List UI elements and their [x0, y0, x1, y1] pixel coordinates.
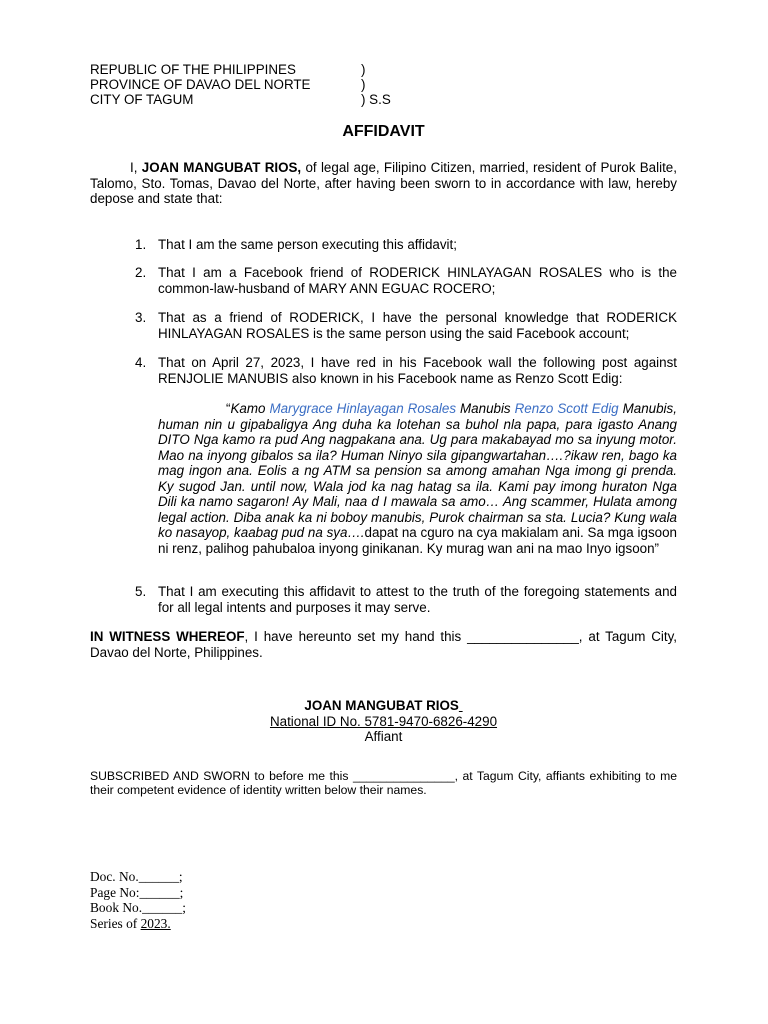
item-number: 2.: [135, 265, 147, 280]
item-text: That I am the same person executing this affidavit;: [158, 236, 457, 252]
venue-line: PROVINCE OF DAVAO DEL NORTE: [90, 77, 311, 92]
venue-bracket: ) S.S: [361, 92, 391, 107]
quote-text-plain: dapat na cguro na cya makialam ani. Sa mga igsoon ni renz, palihog pahubaloa inyong ginikanan. Ky murag wan ani na mao Inyo igsoon”: [158, 525, 677, 556]
affiant-name: JOAN MANGUBAT RIOS,: [141, 160, 302, 175]
series-line: [90, 916, 186, 932]
venue-line: REPUBLIC OF THE PHILIPPINES: [90, 62, 296, 77]
list-item: [90, 237, 677, 253]
series-label: Series of: [90, 915, 138, 931]
item-number: 5.: [135, 584, 147, 599]
jurat-paragraph: SUBSCRIBED AND SWORN to before me this _______________, at Tagum City, affiants exhibiting to me their competent evidence of identity written below their names.: [90, 768, 677, 797]
quote-text: Manubis, human nin u gipabaligya Ang duha ka lotehan sa buhol nla papa, para igasto Anang DITO Nga kamo ra pud Ang nagpakana ana. Ug para makabayad mo sa inyung motor. Mao na inyong gibalos sa ila? Human Ninyo sila gipangwartahan….?ikaw ren, bago ka mag ingon ana. Eolis a ng ATM sa pension sa among amahan Nga imong gi prenda. Ky sugod Jan. until now, Wala jod ka nag hatag sa ila. Kami pay imong huraton Nga Dili ka namo sagaron! Ay Mali, naa d I mawala sa amo… Ang scammer, Hulata among legal action. Diba anak ka ni boboy manubis, Purok chairman sa sta. Lucia? Kung wala ko nasayop, kaabag pud na sya….: [158, 401, 677, 540]
series-year: 2023.: [140, 915, 171, 931]
item-number: 1.: [135, 236, 147, 252]
signatory-role: Affiant: [364, 729, 403, 744]
item-text: That as a friend of RODERICK, I have the personal knowledge that RODERICK HINLAYAGAN ROSALES is the same person using the said Facebook account;: [158, 310, 677, 341]
list-item: [90, 355, 677, 386]
item-text: That on April 27, 2023, I have red in his Facebook wall the following post against RENJOLIE MANUBIS also known in his Facebook name as Renzo Scott Edig:: [158, 355, 677, 386]
affidavit-document: [90, 62, 677, 797]
venue-bracket: ): [361, 62, 366, 77]
statement-list: [90, 237, 677, 387]
witness-text: , I have hereunto set my hand this _______________, at Tagum City, Davao del Norte, Philippines.: [90, 629, 677, 660]
quote-text: Kamo: [230, 401, 266, 416]
list-item: [90, 265, 677, 296]
signatory-name-text: JOAN MANGUBAT RIOS: [304, 698, 459, 713]
witness-heading: IN WITNESS WHEREOF: [90, 629, 245, 644]
quoted-post: [158, 401, 677, 556]
doc-number: Doc. No.______;: [90, 869, 183, 884]
document-title: AFFIDAVIT: [342, 123, 425, 140]
page-number: Page No:______;: [90, 884, 184, 900]
venue-block: [90, 62, 677, 108]
item-text: That I am executing this affidavit to attest to the truth of the foregoing statements and for all legal intents and purposes it may serve.: [158, 584, 677, 615]
quote-text: Manubis: [460, 401, 511, 416]
list-item: [90, 584, 677, 615]
intro-pre: I,: [130, 160, 138, 175]
venue-bracket: ): [361, 77, 366, 92]
item-number: 3.: [135, 310, 147, 325]
tagged-name-1: Marygrace Hinlayagan Rosales: [269, 401, 457, 416]
quote-open: “: [226, 401, 231, 416]
intro-paragraph: [90, 160, 677, 207]
list-item: [90, 310, 677, 341]
signature-block: [90, 698, 677, 745]
signature-line: [459, 698, 463, 713]
tagged-name-2: Renzo Scott Edig: [514, 401, 619, 416]
item-number: 4.: [135, 355, 147, 370]
signatory-name: [90, 698, 677, 714]
venue-line: CITY OF TAGUM: [90, 92, 194, 107]
intro-text: of legal age, Filipino Citizen, married, resident of Purok Balite, Talomo, Sto. Tomas, Davao del Norte, after having been sworn to in accordance with law, hereby depose and state that:: [90, 160, 677, 206]
national-id: National ID No. 5781-9470-6826-4290: [269, 713, 498, 729]
book-number: Book No.______;: [90, 900, 186, 915]
witness-paragraph: [90, 629, 677, 660]
notarial-register: [90, 869, 186, 931]
item-text: That I am a Facebook friend of RODERICK HINLAYAGAN ROSALES who is the common-law-husband of MARY ANN EGUAC ROCERO;: [158, 265, 677, 296]
